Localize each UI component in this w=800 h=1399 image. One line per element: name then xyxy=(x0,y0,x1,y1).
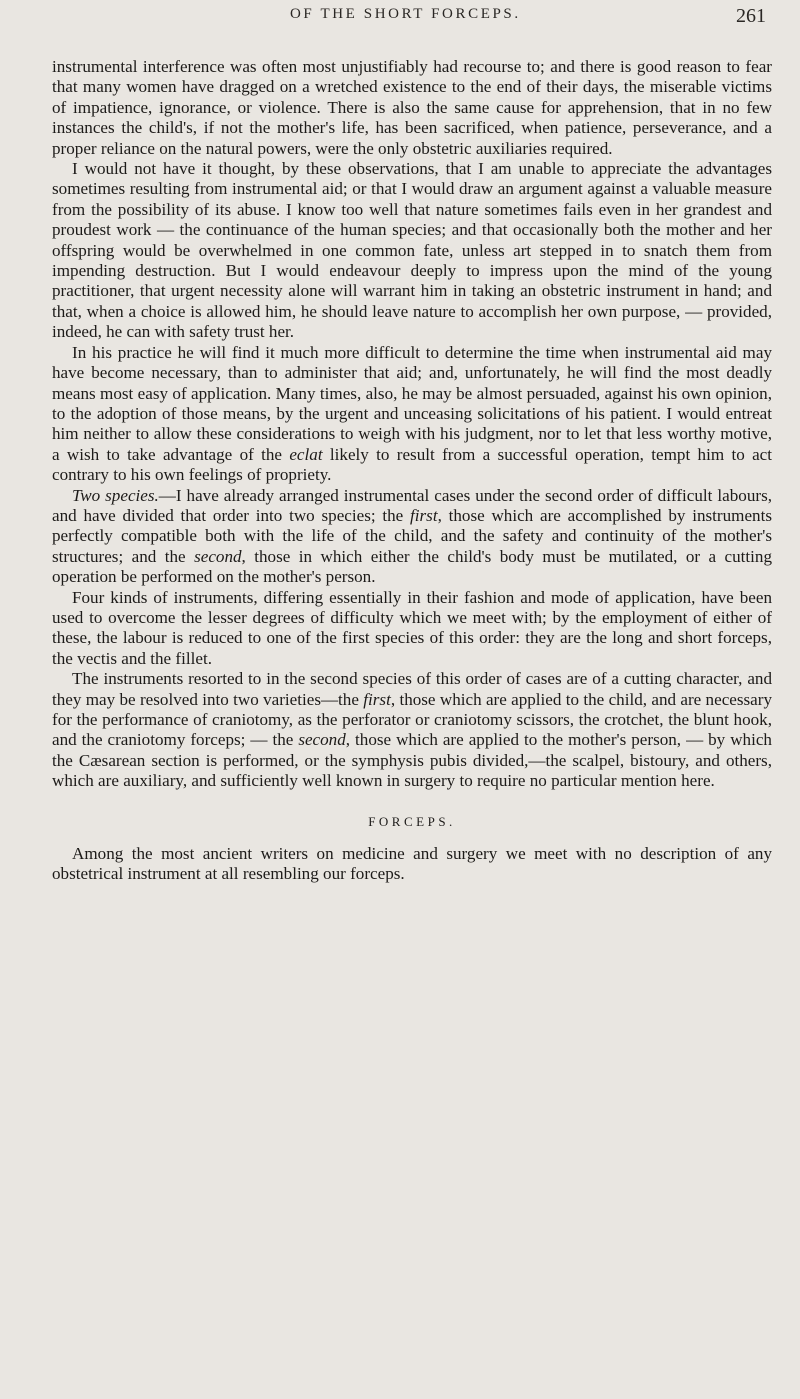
page-number: 261 xyxy=(736,5,766,27)
paragraph xyxy=(52,343,772,486)
paragraph-text: instrumental interference was often most unjustifiably had recourse to; and there is good reason to fear that many women have dragged on a wretched existence to the end of their days, the miserable victims of impatience, ignorance, or violence. There is also the same cause for apprehension, that in no few instances the child's, if not the mother's life, has been sacrificed, when patience, perseverance, and a proper reliance on the natural powers, were the only obstetric auxiliaries required. xyxy=(52,57,772,158)
sidehead: Two species. xyxy=(72,485,159,505)
body-text xyxy=(52,57,772,885)
paragraph xyxy=(52,159,772,343)
italic-term: eclat xyxy=(289,444,323,464)
paragraph xyxy=(52,486,772,588)
paragraph-text: , those which are accomplished by instruments perfectly compatible both with the life of the child, and the safety and continuity of the mother's structures; and the xyxy=(52,505,772,566)
paragraph xyxy=(52,669,772,791)
paragraph xyxy=(52,588,772,670)
paragraph xyxy=(52,57,772,159)
running-head xyxy=(52,0,772,40)
paragraph xyxy=(52,844,772,885)
paragraph-text: , those which are applied to the mother's person, — by which the Cæsarean section is performed, or the symphysis pubis divided,—the scalpel, bistoury, and others, which are auxiliary, and sufficiently well known in surgery to require no particular mention here. xyxy=(52,730,772,791)
italic-term: first xyxy=(363,689,391,709)
paragraph-text: I would not have it thought, by these observations, that I am unable to appreciate the advantages sometimes resulting from instrumental aid; or that I would draw an argument against a valuable measure from the possibility of its abuse. I know too well that nature sometimes fails even in her grandest and proudest work — the continuance of the human species; and that occasionally both the mother and her offspring would be overwhelmed in one common fate, unless art stepped in to snatch them from impending destruction. But I would endeavour deeply to impress upon the mind of the young practitioner, that urgent necessity alone will warrant him in taking an obstetric instrument in hand; and that, when a choice is allowed him, he should leave nature to accomplish her own purpose, — provided, indeed, he can with safety trust her. xyxy=(52,159,772,342)
italic-term: second xyxy=(298,730,346,750)
section-heading: FORCEPS. xyxy=(368,813,456,829)
paragraph-text: In his practice he will find it much more difficult to determine the time when instrumental aid may have become necessary, than to administer that aid; and, unfortunately, he will find the most deadly means most easy of application. Many times, also, he may be almost persuaded, against his own opinion, to the adoption of those means, by the urgent and unceasing solicitations of his patient. I would entreat him neither to allow these considerations to weigh with his judgment, nor to let that less worthy motive, a wish to take advantage of the xyxy=(52,342,772,464)
paragraph-text: likely to result from a successful operation, tempt him to act contrary to his own feelings of propriety. xyxy=(52,444,773,485)
italic-term: second xyxy=(194,546,242,566)
paragraph-text: , those in which either the child's body must be mutilated, or a cutting operation be performed on the mother's person. xyxy=(52,546,773,587)
italic-term: first xyxy=(410,505,438,525)
paragraph-text: Among the most ancient writers on medicine and surgery we meet with no description of any obstetrical instrument at all resembling our forceps. xyxy=(52,844,772,884)
paragraph-text: , those which are applied to the child, and are necessary for the performance of craniotomy, as the perforator or craniotomy scissors, the crotchet, the blunt hook, and the craniotomy forceps; — the xyxy=(52,689,772,750)
paragraph-text: Four kinds of instruments, differing essentially in their fashion and mode of application, have been used to overcome the lesser degrees of difficulty which we meet with; by the employment of either of these, the labour is reduced to one of the first species of this order: they are the long and short forceps, the vectis and the fillet. xyxy=(52,587,772,668)
paragraph-text: The instruments resorted to in the second species of this order of cases are of a cutting character, and they may be resolved into two varieties—the xyxy=(52,669,772,709)
running-title: OF THE SHORT FORCEPS. xyxy=(290,6,521,22)
paragraph-text: —I have already arranged instrumental cases under the second order of difficult labours, and have divided that order into two species; the xyxy=(52,485,772,525)
